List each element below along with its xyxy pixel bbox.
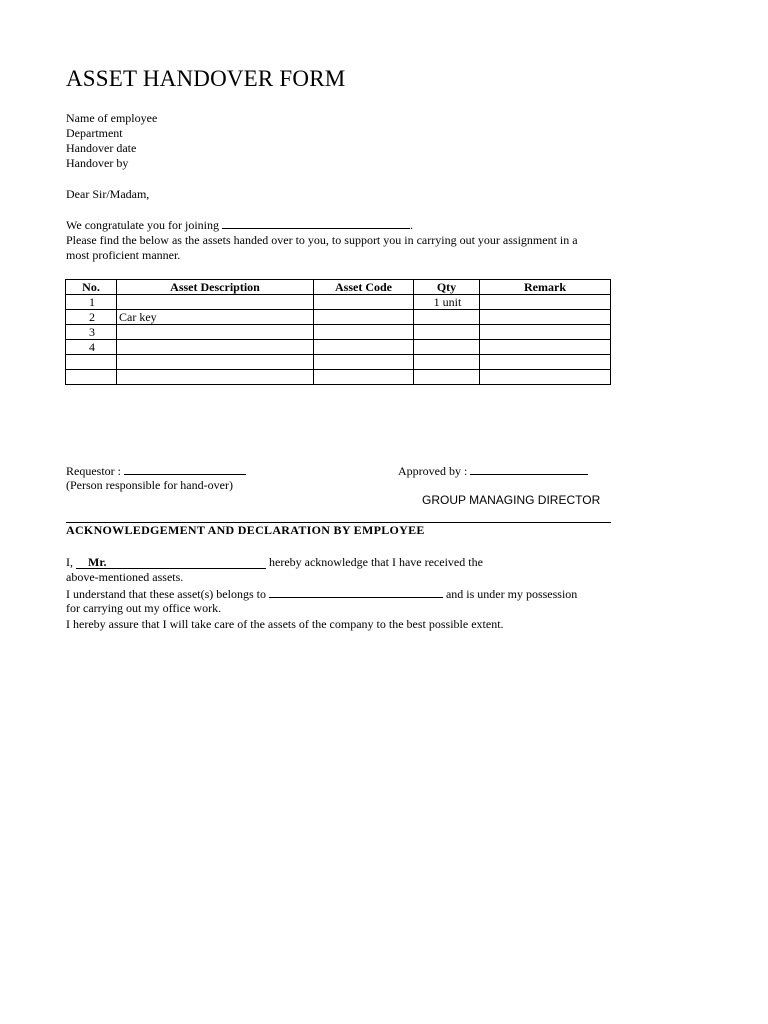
cell-qty[interactable] [414,340,480,355]
table-row [66,325,611,340]
approved-label: Approved by : [398,464,468,478]
approved-line [398,463,588,479]
cell-qty[interactable]: 1 unit [414,295,480,310]
requestor-signature-blank[interactable] [124,463,246,475]
table-row [66,370,611,385]
handover-by-label: Handover by [66,156,129,170]
approver-signature-blank[interactable] [470,463,588,475]
intro-line-1: Please find the below as the assets handed over to you, to support you in carrying out your assignment in a [66,233,578,247]
congrats-end: . [410,218,413,232]
cell-qty[interactable] [414,370,480,385]
requestor-label: Requestor : [66,464,121,478]
header-no: No. [66,280,117,295]
header-remark: Remark [480,280,611,295]
cell-remark[interactable] [480,355,611,370]
cell-no: 3 [66,325,117,340]
belongs-line [66,586,577,602]
cell-code[interactable] [314,325,414,340]
cell-qty[interactable] [414,310,480,325]
cell-code[interactable] [314,340,414,355]
acknowledgement-heading: ACKNOWLEDGEMENT AND DECLARATION BY EMPLOYEE [66,523,425,537]
cell-code[interactable] [314,355,414,370]
form-title: ASSET HANDOVER FORM [66,66,346,91]
cell-code[interactable] [314,370,414,385]
acknowledge-line-2: above-mentioned assets. [66,570,184,584]
acknowledge-text: hereby acknowledge that I have received the [269,555,483,569]
congrats-text: We congratulate you for joining [66,218,219,232]
cell-remark[interactable] [480,370,611,385]
cell-description[interactable] [117,325,314,340]
cell-no: 4 [66,340,117,355]
cell-no [66,355,117,370]
cell-remark[interactable] [480,325,611,340]
cell-qty[interactable] [414,325,480,340]
intro-line-2: most proficient manner. [66,248,181,262]
cell-remark[interactable] [480,340,611,355]
header-asset-description: Asset Description [117,280,314,295]
handover-date-label: Handover date [66,141,137,155]
department-label: Department [66,126,123,140]
approver-title: GROUP MANAGING DIRECTOR [422,493,601,507]
table-row [66,355,611,370]
requestor-line [66,463,246,479]
requestor-note: (Person responsible for hand-over) [66,478,233,492]
office-work-line: for carrying out my office work. [66,601,222,615]
table-row [66,340,611,355]
header-asset-code: Asset Code [314,280,414,295]
cell-description[interactable] [117,295,314,310]
joining-blank[interactable] [222,217,410,229]
cell-remark[interactable] [480,295,611,310]
cell-description[interactable] [117,370,314,385]
asset-table [65,279,611,385]
company-blank[interactable] [269,586,443,598]
cell-no: 2 [66,310,117,325]
table-header-row [66,280,611,295]
employee-name-label: Name of employee [66,111,158,125]
belongs-suffix: and is under my possession [445,587,578,601]
table-row [66,295,611,310]
cell-description[interactable] [117,355,314,370]
cell-description[interactable]: Car key [117,310,314,325]
cell-no [66,370,117,385]
cell-remark[interactable] [480,310,611,325]
cell-description[interactable] [117,340,314,355]
i-prefix: I, [66,555,73,569]
cell-code[interactable] [314,295,414,310]
belongs-prefix: I understand that these asset(s) belongs to [66,587,266,601]
mr-label: Mr. [88,555,107,569]
cell-qty[interactable] [414,355,480,370]
cell-no: 1 [66,295,117,310]
employee-name-blank[interactable] [76,556,266,569]
cell-code[interactable] [314,310,414,325]
table-row [66,310,611,325]
header-qty: Qty [414,280,480,295]
assure-line: I hereby assure that I will take care of the assets of the company to the best possible extent. [66,617,504,631]
acknowledge-line [66,555,483,570]
salutation: Dear Sir/Madam, [66,187,150,201]
congrats-line [66,217,413,233]
